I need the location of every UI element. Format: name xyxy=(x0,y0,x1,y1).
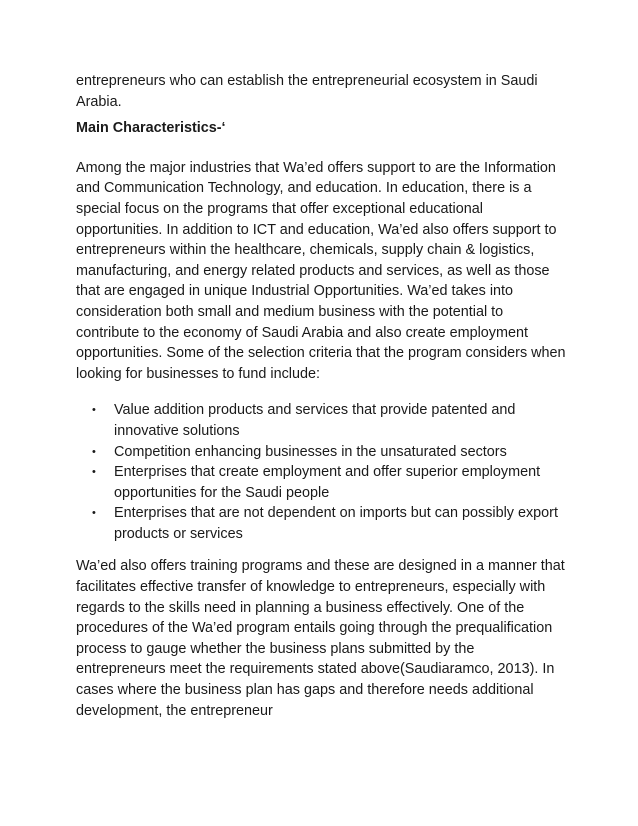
list-item xyxy=(92,462,566,503)
list-item-text: Value addition products and services that provide patented and innovative solutions xyxy=(114,402,516,439)
criteria-list xyxy=(76,400,566,544)
intro-paragraph: entrepreneurs who can establish the entrepreneurial ecosystem in Saudi Arabia. xyxy=(76,73,538,110)
bullet-icon: • xyxy=(92,507,96,520)
bullet-icon: • xyxy=(92,466,96,479)
bullet-icon: • xyxy=(92,445,96,458)
list-item xyxy=(92,503,566,544)
document-page xyxy=(76,71,566,737)
list-item-text: Enterprises that are not dependent on imports but can possibly export products or services xyxy=(114,505,558,542)
list-item xyxy=(92,400,566,441)
list-item-text: Enterprises that create employment and offer superior employment opportunities for the Saudi people xyxy=(114,464,541,501)
list-item xyxy=(92,442,566,463)
section-heading: Main Characteristics-‘ xyxy=(76,120,226,137)
body-paragraph-1: Among the major industries that Wa’ed offers support to are the Information and Communication Technology, and education. In education, there is a special focus on the programs that offer exceptional educational opportunities. In addition to ICT and education, Wa’ed also offers support to entrepreneurs within the healthcare, chemicals, supply chain & logistics, manufacturing, and energy related products and services, as well as those that are engaged in unique Industrial Opportunities. Wa’ed takes into consideration both small and medium business with the potential to contribute to the economy of Saudi Arabia and also create employment opportunities. Some of the selection criteria that the program considers when looking for businesses to fund include: xyxy=(76,159,566,382)
list-item-text: Competition enhancing businesses in the unsaturated sectors xyxy=(114,443,507,460)
bullet-icon: • xyxy=(92,404,96,417)
body-paragraph-2: Wa’ed also offers training programs and these are designed in a manner that facilitates effective transfer of knowledge to entrepreneurs, especially with regards to the skills need in planning a business effectively. One of the procedures of the Wa’ed program entails going through the prequalification process to gauge whether the business plans submitted by the entrepreneurs meet the requirements stated above(Saudiaramco, 2013). In cases where the business plan has gaps and therefore needs additional development, the entrepreneur xyxy=(76,558,565,719)
